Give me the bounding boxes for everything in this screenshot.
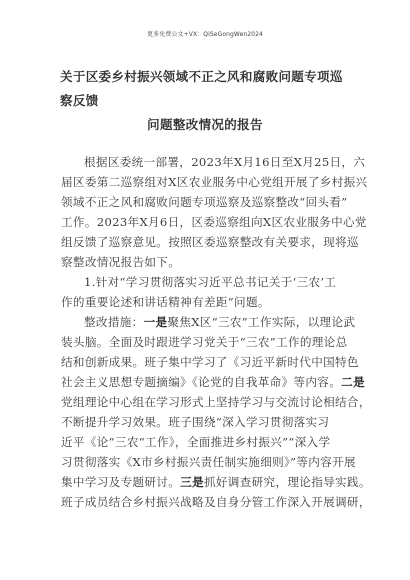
text-line: 班子成员结合乡村振兴战略及自身分管工作深入开展调研， [61,495,371,509]
text-line: 届区委第二巡察组对X区农业服务中心党组开展了乡村振兴 [61,175,368,189]
text-line: 习贯彻落实《X市乡村振兴责任制实施细则》”等内容开展 [61,455,356,469]
document-body [61,152,371,512]
text-line [61,472,371,492]
text-line [61,312,355,332]
text-line: 工作。2023年X月6日，区委巡察组向X区农业服务中心党 [61,215,367,229]
text-line: 结和创新成果。班子集中学习了《习近平新时代中国特色 [61,355,359,369]
title-line-1: 关于区委乡村振兴领域不正之风和腐败问题专项巡察反馈 [60,69,343,108]
text-run: 抓好调查研究，理论指导实践。 [203,475,371,489]
measures-label: 整改措施： [84,315,144,329]
header-note: 更多免费公文+VX：QiSeGongWen2024 [147,31,263,38]
point-two-label: 二是 [341,375,365,389]
text-line: 不断提升学习效果。班子围绕“深入学习贯彻落实习 [61,415,330,429]
text-run: 聚焦X区“三农”工作实际，以理论武 [167,315,356,329]
text-line: 党组理论中心组在学习形式上坚持学习与交流讨论相结合， [61,395,371,409]
text-line [61,372,365,392]
text-line: 近平《论”三农“工作》，全面推进乡村振兴”“深入学 [61,435,331,449]
text-line: 察整改情况报告如下。 [61,255,181,269]
text-line: 组反馈了巡察意见。按照区委巡察整改有关要求，现将巡 [61,235,359,249]
text-line: 1.针对“学习贯彻落实习近平总书记关于‘三农’工 [84,275,337,289]
text-run: 社会主义思想专题摘编》《论党的自我革命》等内容。 [61,375,342,389]
document-title [60,65,350,137]
text-line: 领域不正之风和腐败问题专项巡察及巡察整改“回头看” [61,195,348,209]
point-one-label: 一是 [143,315,168,329]
title-line-2: 问题整改情况的报告 [147,117,263,132]
text-line: 作的重要论述和讲话精神有差距”问题。 [61,295,270,309]
text-run: 集中学习及专题研讨。 [61,475,181,489]
text-line: 装头脑。全面及时跟进学习党关于“三农”工作的理论总 [61,335,348,349]
text-line: 根据区委统一部署，2023年X月16日至X月25日，六 [84,155,366,169]
point-three-label: 三是 [180,475,204,489]
